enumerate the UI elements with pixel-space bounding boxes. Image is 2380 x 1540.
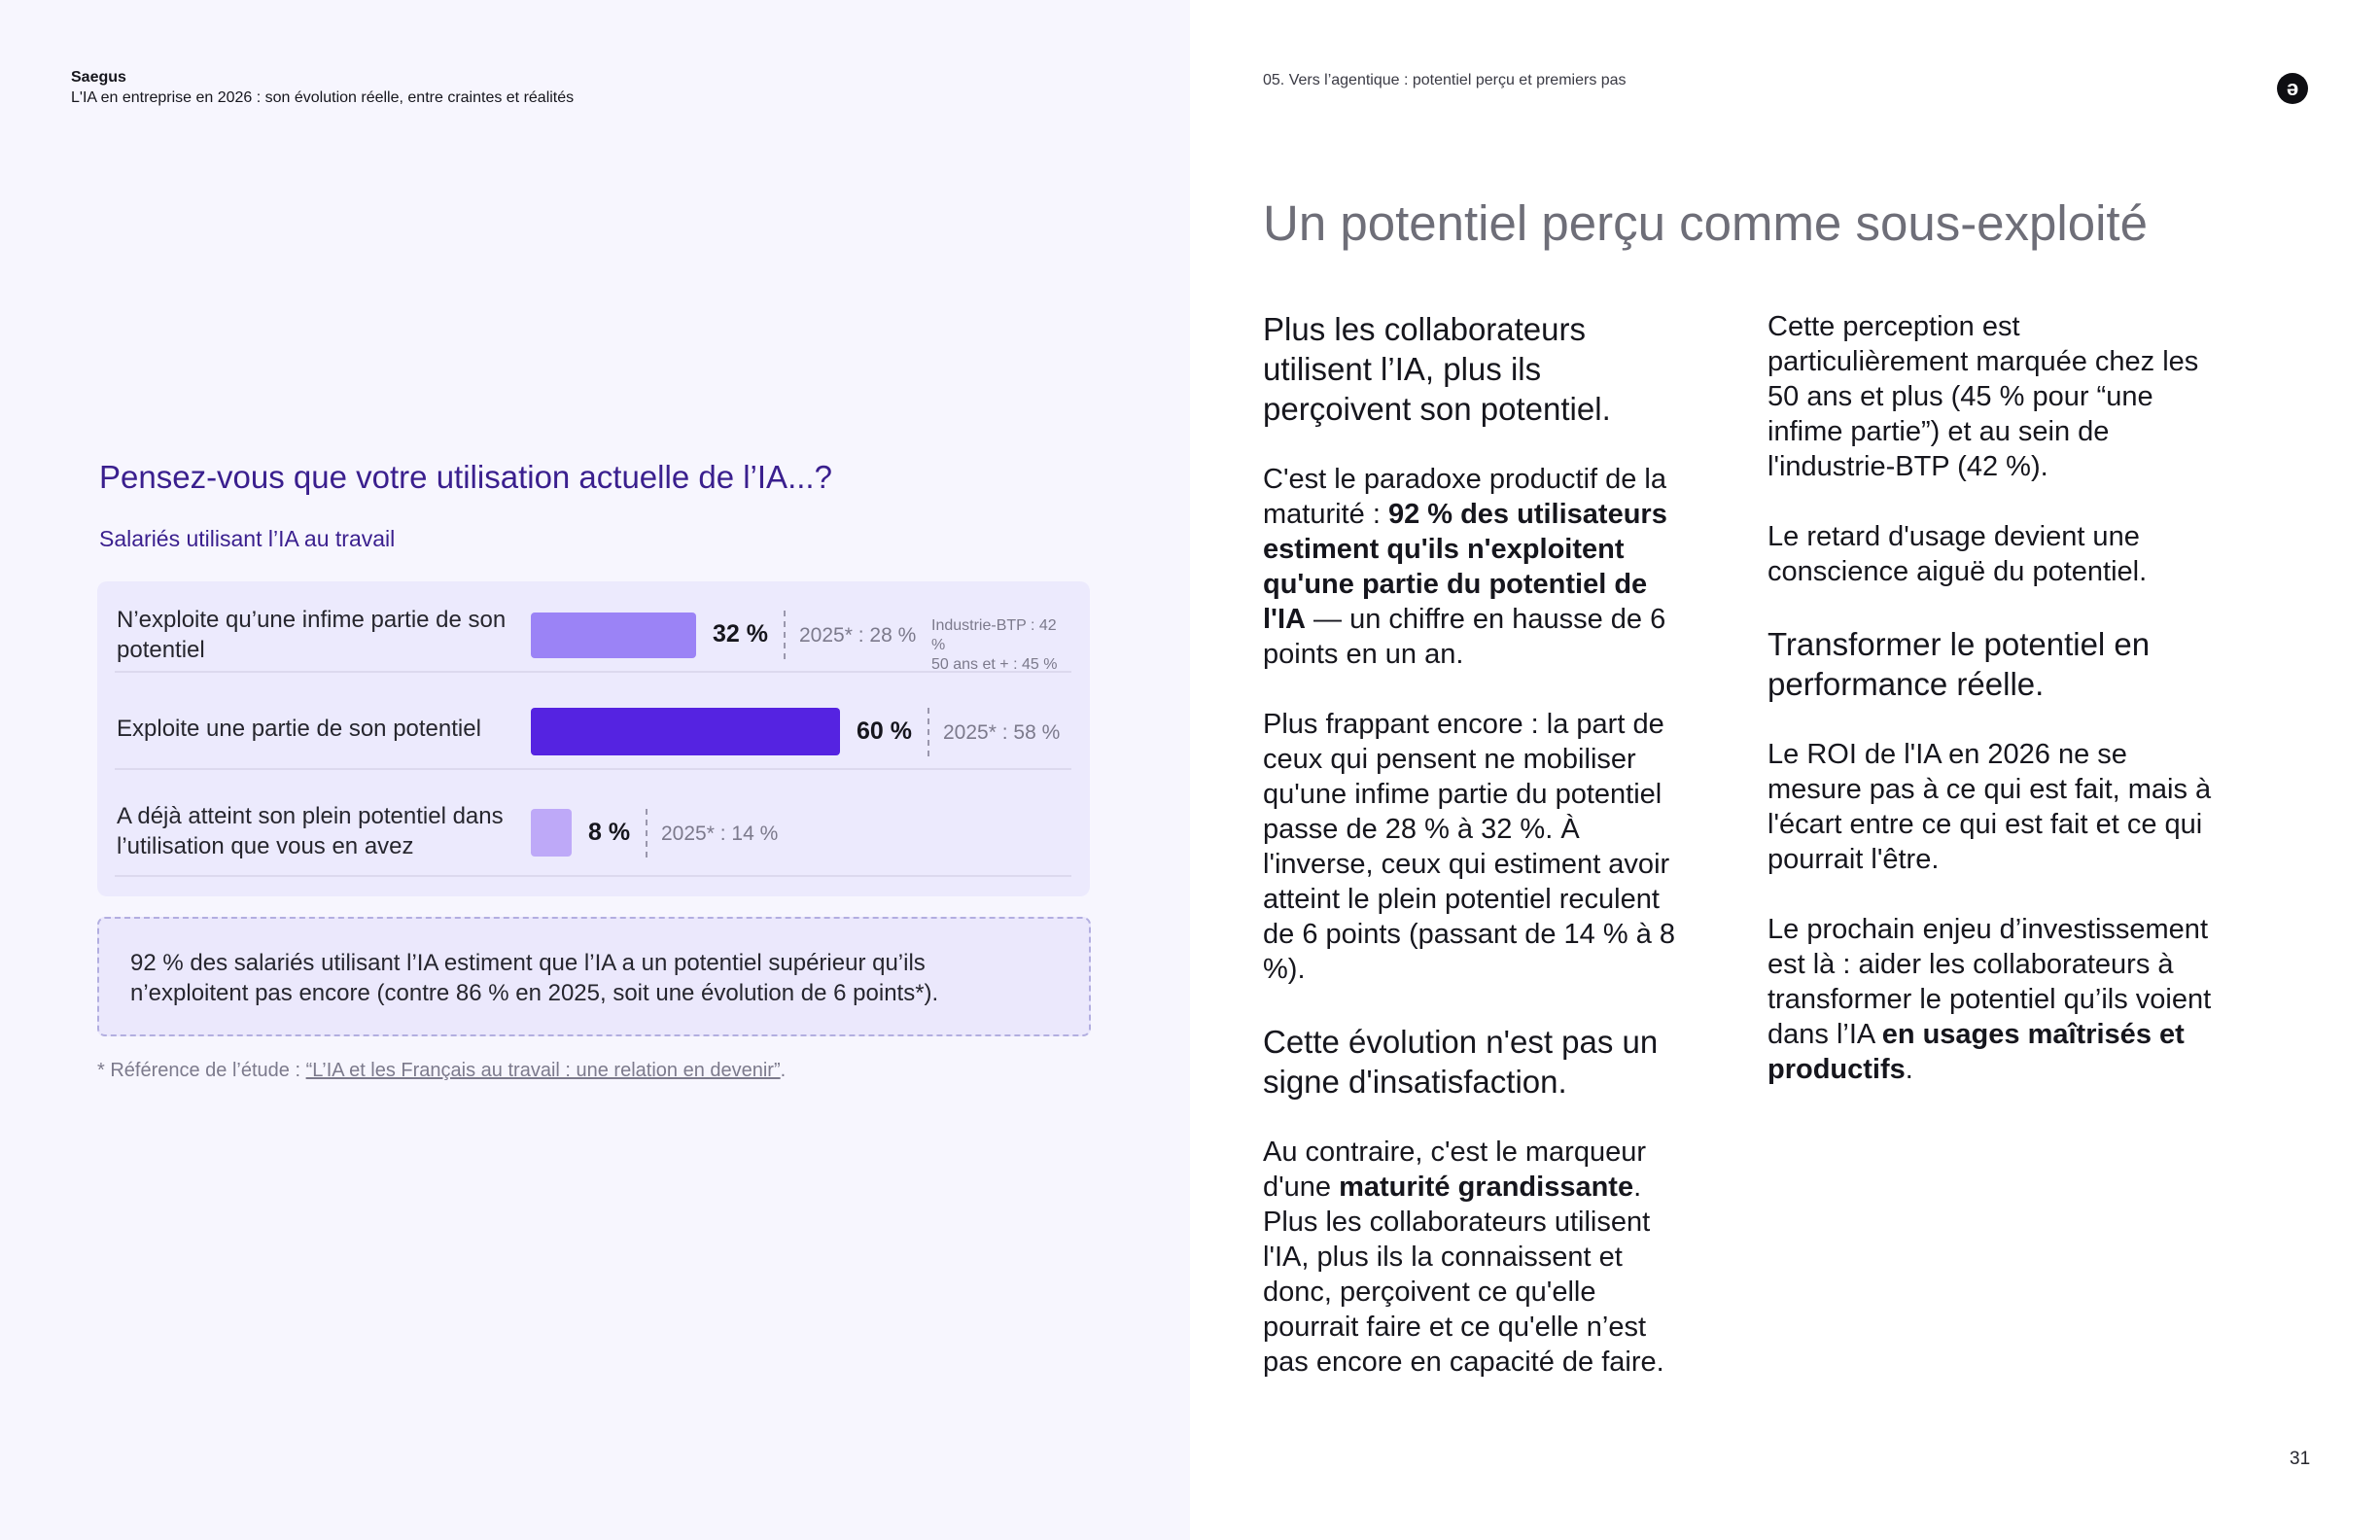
bar-3: [531, 809, 572, 857]
extra-note-industry: Industrie-BTP : 42 %: [931, 617, 1057, 653]
separator-2: [928, 708, 929, 756]
brand-name: Saegus: [71, 69, 126, 86]
paragraph-3-end: . Plus les collaborateurs utilisent l'IA, plus ils la connaissent et donc, perçoivent ce qu'elle pourrait faire et ce qu'elle n’est pas encore en capacité de faire.: [1263, 1172, 1664, 1378]
chart-row-3: [115, 772, 1071, 877]
extra-notes: [931, 616, 1071, 675]
paragraph-5: Le retard d'usage devient une conscience aiguë du potentiel.: [1768, 521, 2148, 587]
bar-1: [531, 612, 696, 658]
previous-value-3: 2025* : 14 %: [661, 822, 779, 845]
key-insight-text: 92 % des salariés utilisant l’IA estiment que l’IA a un potentiel supérieur qu’ils n’exploitent pas encore (contre 86 % en 2025, soit une évolution de 6 points*).: [130, 950, 939, 1006]
question-title: Pensez-vous que votre utilisation actuelle de l’IA...?: [99, 459, 832, 495]
separator-3: [646, 809, 648, 858]
footnote-prefix: * Référence de l’étude :: [97, 1060, 306, 1081]
text-column-right: [1768, 309, 2215, 1122]
logo-glyph: ә: [2286, 76, 2299, 100]
bar-2: [531, 708, 840, 755]
right-page: [1190, 0, 2380, 1540]
page-heading: Un potentiel perçu comme sous-exploité: [1263, 195, 2148, 251]
subheading-1: Plus les collaborateurs utilisent l’IA, plus ils perçoivent son potentiel.: [1263, 311, 1611, 427]
paragraph-3-start: Au contraire, c'est le marqueur d'une: [1263, 1137, 1646, 1203]
paragraph-3: [1263, 1135, 1696, 1380]
text-column-left: [1263, 309, 1696, 1415]
question-subtitle: Salariés utilisant l’IA au travail: [99, 526, 396, 551]
footnote-study-link[interactable]: “L’IA et les Français au travail : une relation en devenir”: [305, 1060, 781, 1081]
logo-icon: [2277, 73, 2308, 104]
paragraph-1-start: C'est le paradoxe productif de la maturité :: [1263, 464, 1667, 530]
previous-value-1: 2025* : 28 %: [799, 624, 917, 647]
footnote: [97, 1060, 786, 1082]
footnote-suffix: .: [780, 1060, 787, 1081]
paragraph-4: Cette perception est particulièrement marquée chez les 50 ans et plus (45 % pour “une infime partie”) et au sein de l'industrie-BTP (42 %).: [1768, 311, 2199, 482]
extra-note-age: 50 ans et + : 45 %: [931, 656, 1058, 673]
paragraph-3-highlight: maturité grandissante: [1339, 1172, 1634, 1203]
paragraph-7-highlight: en usages maîtrisés et productifs: [1768, 1019, 2185, 1085]
paragraph-1-highlight: 92 % des utilisateurs estiment qu'ils n'exploitent qu'une partie du potentiel de l'IA: [1263, 499, 1667, 635]
subheading-3: Transformer le potentiel en performance réelle.: [1768, 626, 2151, 702]
bar-value-1: 32 %: [713, 620, 768, 648]
bar-chart: [97, 581, 1090, 896]
paragraph-2: Plus frappant encore : la part de ceux qui pensent ne mobiliser qu'une infime partie du potentiel passe de 28 % à 32 %. À l'inverse, ceux qui estiment avoir atteint le plein potentiel reculent de 6 points (passant de 14 % à 8 %).: [1263, 709, 1676, 985]
category-label-1: N’exploite qu’une infime partie de son potentiel: [117, 607, 507, 663]
chart-row-2: [115, 675, 1071, 770]
page-number: 31: [2290, 1449, 2311, 1469]
section-title: 05. Vers l’agentique : potentiel perçu et premiers pas: [1263, 72, 1627, 88]
paragraph-7-start: Le prochain enjeu d’investissement est là : aider les collaborateurs à transformer le potentiel qu’ils voient dans l’IA: [1768, 914, 2212, 1050]
paragraph-7: [1768, 912, 2215, 1087]
paragraph-1-end: — un chiffre en hausse de 6 points en un an.: [1263, 604, 1666, 670]
paragraph-7-end: .: [1905, 1054, 1913, 1085]
paragraph-1: [1263, 462, 1696, 672]
document-title: L'IA en entreprise en 2026 : son évolution réelle, entre craintes et réalités: [71, 89, 575, 106]
key-insight-box: [97, 917, 1091, 1036]
subheading-2: Cette évolution n'est pas un signe d'insatisfaction.: [1263, 1024, 1659, 1100]
bar-value-3: 8 %: [588, 819, 631, 846]
chart-row-1: [115, 581, 1071, 673]
category-label-3: A déjà atteint son plein potentiel dans l’utilisation que vous en avez: [117, 803, 504, 859]
paragraph-6: Le ROI de l'IA en 2026 ne se mesure pas à ce qui est fait, mais à l'écart entre ce qui est fait et ce qui pourrait l'être.: [1768, 739, 2212, 875]
previous-value-2: 2025* : 58 %: [943, 721, 1061, 744]
category-label-2: Exploite une partie de son potentiel: [117, 716, 481, 742]
separator-1: [784, 611, 786, 659]
bar-value-2: 60 %: [857, 718, 912, 745]
